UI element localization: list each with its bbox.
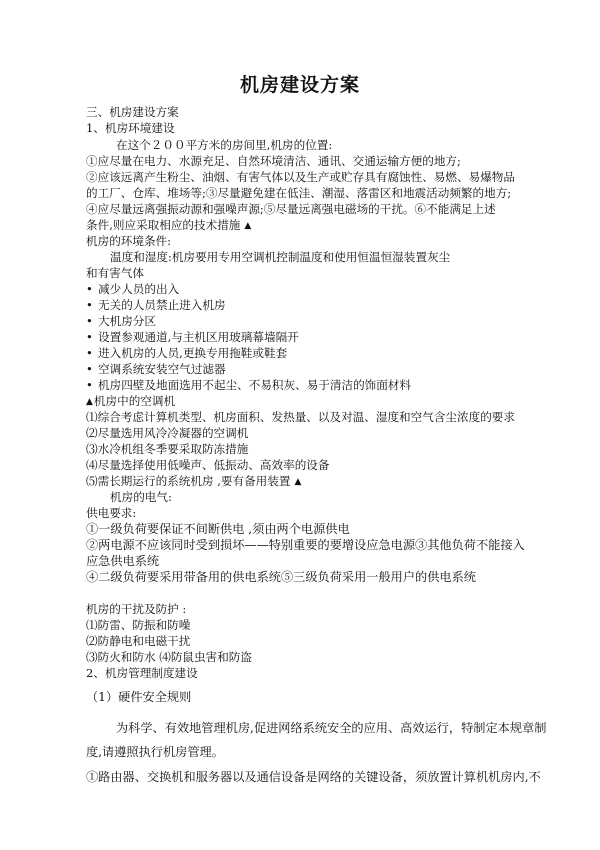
paragraph-line: 度,请遵照执行机房管理。	[86, 745, 224, 759]
list-item: ⑵尽量选用风冷冷凝器的空调机	[86, 426, 249, 440]
list-item: ⑴防雷、防振和防噪	[86, 618, 191, 632]
subsection-heading: 2、机房管理制度建设	[86, 666, 198, 680]
list-item: • 大机房分区	[86, 313, 156, 329]
subsection-heading: 机房的电气:	[110, 490, 172, 504]
list-item: • 机房四壁及地面选用不起尘、不易积灰、易于清洁的饰面材料	[86, 377, 411, 393]
paragraph-line: 为科学、有效地管理机房,促进网络系统安全的应用、高效运行，特制定本规章制	[116, 721, 547, 735]
list-item: • 空调系统安装空气过滤器	[86, 361, 226, 377]
subsection-heading: 1、机房环境建设	[86, 121, 175, 135]
triangle-marker-icon: ▲	[294, 477, 302, 487]
paragraph-line: ②应该远离产生粉尘、油烟、有害气体以及生产或贮存具有腐蚀性、易燃、易爆物品	[86, 170, 515, 184]
subsection-heading: 供电要求:	[86, 506, 137, 520]
paragraph-line: 应急供电系统	[86, 554, 160, 568]
paragraph-line: ④应尽量远离强振动源和强噪声源;⑤尽量远离强电磁场的干扰。⑥不能满足上述	[86, 202, 496, 216]
subsection-heading	[86, 393, 175, 410]
list-item: • 进入机房的人员,更换专用拖鞋或鞋套	[86, 345, 287, 361]
paragraph-line: ④二级负荷要采用带备用的供电系统⑤三级负荷采用一般用户的供电系统	[86, 570, 476, 584]
list-item: • 无关的人员禁止进入机房	[86, 297, 226, 313]
triangle-marker-icon: ▲	[86, 397, 93, 407]
list-item: ⑶防火和防水 ⑷防鼠虫害和防盗	[86, 650, 252, 664]
paragraph-line: ①路由器、交换机和服务器以及通信设备是网络的关键设备，须放置计算机机房内,不	[86, 770, 541, 784]
paragraph-line: 的工厂、仓库、堆场等;③尽量避免建在低洼、潮湿、落雷区和地震活动频繁的地方;	[86, 186, 512, 200]
paragraph-line: ②两电源不应该同时受到损坏——特别重要的要增设应急电源③其他负荷不能接入	[86, 538, 525, 552]
list-item	[86, 473, 301, 490]
subsection-heading: 机房的环境条件:	[86, 234, 172, 248]
paragraph-line: 和有害气体	[86, 266, 144, 280]
list-item-text: ⑸需长期运行的系统机房 ,要有备用装置	[86, 474, 291, 488]
list-item: ⑶水冷机组冬季要采取防冻措施	[86, 442, 249, 456]
list-item: ⑵防静电和电磁干扰	[86, 634, 191, 648]
paragraph-line: 温度和湿度:机房要用专用空调机控制温度和使用恒温恒湿装置灰尘	[110, 250, 451, 264]
section-heading: 三、机房建设方案	[86, 105, 179, 119]
paragraph-line: ①一级负荷要保证不间断供电 ,须由两个电源供电	[86, 522, 350, 536]
heading-text: 机房中的空调机	[93, 394, 176, 408]
triangle-marker-icon: ▲	[244, 221, 252, 231]
subsection-heading: 机房的干扰及防护 :	[86, 602, 187, 616]
list-item: ⑷尽量选择使用低噪声、低振动、高效率的设备	[86, 458, 330, 472]
list-item: • 设置参观通道,与主机区用玻璃幕墙隔开	[86, 329, 299, 345]
paragraph-line: ①应尽量在电力、水源充足、自然环境清洁、通讯、交通运输方便的地方;	[86, 154, 461, 168]
list-item: • 减少人员的出入	[86, 281, 179, 297]
paragraph-line	[86, 217, 251, 234]
subsection-heading: （1）硬件安全规则	[86, 690, 192, 704]
list-item: ⑴综合考虑计算机类型、机房面积、发热量、以及对温、湿度和空气含尘浓度的要求	[86, 410, 515, 424]
page-title: 机房建设方案	[239, 74, 360, 96]
paragraph-text: 条件,则应采取相应的技术措施	[86, 218, 241, 232]
paragraph-line: 在这个２００平方米的房间里,机房的位置:	[116, 138, 333, 152]
